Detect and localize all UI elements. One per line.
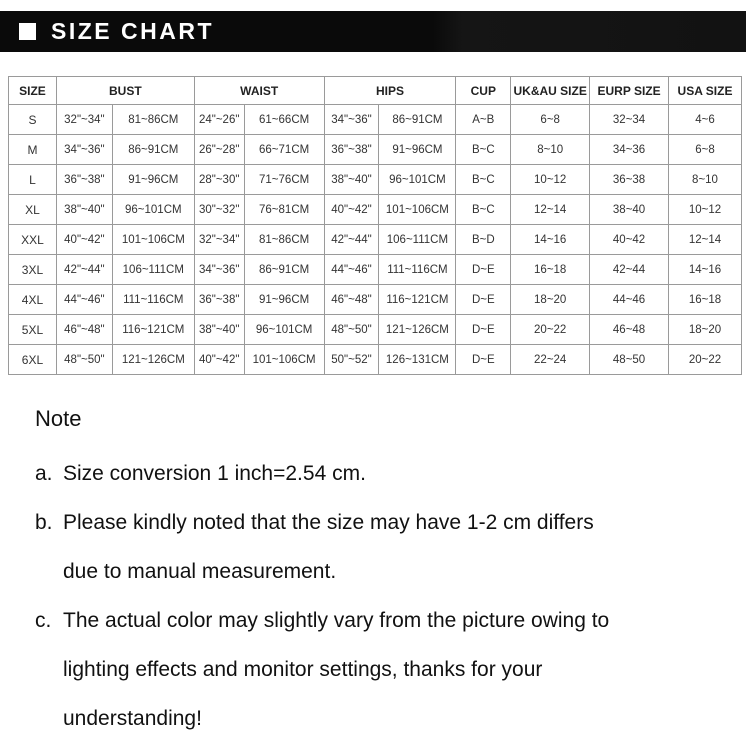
table-cell: 10~12 bbox=[669, 195, 742, 225]
banner-wrap bbox=[0, 0, 750, 52]
column-header: USA SIZE bbox=[669, 77, 742, 105]
table-cell: 8~10 bbox=[511, 135, 590, 165]
table-cell: 81~86CM bbox=[244, 225, 324, 255]
table-cell: D~E bbox=[456, 345, 511, 375]
table-row bbox=[9, 285, 742, 315]
table-cell: 101~106CM bbox=[379, 195, 456, 225]
table-cell: 46"~48" bbox=[324, 285, 379, 315]
table-cell: 6~8 bbox=[669, 135, 742, 165]
table-cell: 96~101CM bbox=[112, 195, 194, 225]
column-header: HIPS bbox=[324, 77, 456, 105]
table-cell: 116~121CM bbox=[379, 285, 456, 315]
note-line: due to manual measurement. bbox=[63, 560, 337, 583]
table-cell: 126~131CM bbox=[379, 345, 456, 375]
table-cell: 32"~34" bbox=[56, 105, 112, 135]
size-cell: 5XL bbox=[9, 315, 57, 345]
table-cell: B~D bbox=[456, 225, 511, 255]
note-prefix: a. bbox=[35, 462, 53, 485]
size-cell: 4XL bbox=[9, 285, 57, 315]
table-cell: 38"~40" bbox=[56, 195, 112, 225]
size-chart-table-wrap bbox=[8, 76, 742, 375]
note-line: lighting effects and monitor settings, thanks for your bbox=[63, 658, 543, 681]
table-row bbox=[9, 105, 742, 135]
table-cell: 48~50 bbox=[590, 345, 669, 375]
table-cell: 86~91CM bbox=[379, 105, 456, 135]
table-cell: 16~18 bbox=[669, 285, 742, 315]
notes-list bbox=[35, 449, 750, 743]
table-cell: 44"~46" bbox=[56, 285, 112, 315]
table-body bbox=[9, 105, 742, 375]
table-cell: 116~121CM bbox=[112, 315, 194, 345]
banner-title: SIZE CHART bbox=[51, 18, 214, 44]
square-bullet-icon bbox=[19, 23, 36, 40]
table-cell: 42~44 bbox=[590, 255, 669, 285]
table-cell: 26"~28" bbox=[194, 135, 244, 165]
table-cell: 22~24 bbox=[511, 345, 590, 375]
table-cell: 18~20 bbox=[669, 315, 742, 345]
table-cell: A~B bbox=[456, 105, 511, 135]
table-cell: 101~106CM bbox=[244, 345, 324, 375]
table-row bbox=[9, 195, 742, 225]
size-cell: 3XL bbox=[9, 255, 57, 285]
table-cell: 20~22 bbox=[511, 315, 590, 345]
table-cell: 106~111CM bbox=[379, 225, 456, 255]
table-cell: 10~12 bbox=[511, 165, 590, 195]
table-cell: 34"~36" bbox=[56, 135, 112, 165]
table-cell: 32"~34" bbox=[194, 225, 244, 255]
table-cell: 91~96CM bbox=[379, 135, 456, 165]
column-header: SIZE bbox=[9, 77, 57, 105]
table-cell: 44~46 bbox=[590, 285, 669, 315]
table-cell: D~E bbox=[456, 255, 511, 285]
table-cell: 32~34 bbox=[590, 105, 669, 135]
table-cell: 46~48 bbox=[590, 315, 669, 345]
table-cell: 16~18 bbox=[511, 255, 590, 285]
table-row bbox=[9, 345, 742, 375]
column-header: CUP bbox=[456, 77, 511, 105]
table-cell: 18~20 bbox=[511, 285, 590, 315]
table-cell: 121~126CM bbox=[379, 315, 456, 345]
size-cell: L bbox=[9, 165, 57, 195]
size-cell: XL bbox=[9, 195, 57, 225]
table-cell: 40"~42" bbox=[56, 225, 112, 255]
table-cell: 71~76CM bbox=[244, 165, 324, 195]
table-cell: 36~38 bbox=[590, 165, 669, 195]
note-prefix: b. bbox=[35, 511, 53, 534]
table-row bbox=[9, 315, 742, 345]
table-cell: 12~14 bbox=[511, 195, 590, 225]
table-cell: 111~116CM bbox=[112, 285, 194, 315]
table-cell: 34"~36" bbox=[324, 105, 379, 135]
table-row bbox=[9, 135, 742, 165]
table-cell: 36"~38" bbox=[324, 135, 379, 165]
table-cell: 8~10 bbox=[669, 165, 742, 195]
table-head bbox=[9, 77, 742, 105]
table-cell: D~E bbox=[456, 315, 511, 345]
table-cell: 61~66CM bbox=[244, 105, 324, 135]
table-cell: 76~81CM bbox=[244, 195, 324, 225]
table-cell: 48"~50" bbox=[56, 345, 112, 375]
note-text: Please kindly noted that the size may have 1-2 cm differs bbox=[63, 511, 594, 534]
header-row bbox=[9, 77, 742, 105]
table-cell: 42"~44" bbox=[324, 225, 379, 255]
table-row bbox=[9, 225, 742, 255]
table-cell: 36"~38" bbox=[194, 285, 244, 315]
size-cell: S bbox=[9, 105, 57, 135]
table-cell: 6~8 bbox=[511, 105, 590, 135]
size-chart-table bbox=[8, 76, 742, 375]
table-cell: 91~96CM bbox=[244, 285, 324, 315]
table-cell: 106~111CM bbox=[112, 255, 194, 285]
table-cell: 96~101CM bbox=[379, 165, 456, 195]
table-cell: 34"~36" bbox=[194, 255, 244, 285]
note-line: understanding! bbox=[63, 707, 202, 730]
table-cell: B~C bbox=[456, 165, 511, 195]
table-cell: 66~71CM bbox=[244, 135, 324, 165]
table-row bbox=[9, 165, 742, 195]
column-header: BUST bbox=[56, 77, 194, 105]
table-cell: 44"~46" bbox=[324, 255, 379, 285]
note-line bbox=[35, 596, 750, 645]
table-cell: B~C bbox=[456, 135, 511, 165]
table-cell: 34~36 bbox=[590, 135, 669, 165]
notes-title: Note bbox=[35, 406, 82, 431]
notes-section bbox=[35, 406, 750, 743]
column-header: UK&AU SIZE bbox=[511, 77, 590, 105]
table-cell: 42"~44" bbox=[56, 255, 112, 285]
table-cell: D~E bbox=[456, 285, 511, 315]
table-cell: 91~96CM bbox=[112, 165, 194, 195]
table-row bbox=[9, 255, 742, 285]
table-cell: 86~91CM bbox=[244, 255, 324, 285]
table-cell: 111~116CM bbox=[379, 255, 456, 285]
note-text: The actual color may slightly vary from the picture owing to bbox=[63, 609, 610, 632]
note-line bbox=[35, 498, 750, 547]
note-prefix: c. bbox=[35, 609, 52, 632]
table-cell: 38"~40" bbox=[194, 315, 244, 345]
table-cell: 38~40 bbox=[590, 195, 669, 225]
note-text: Size conversion 1 inch=2.54 cm. bbox=[63, 462, 366, 485]
size-cell: 6XL bbox=[9, 345, 57, 375]
column-header: WAIST bbox=[194, 77, 324, 105]
table-cell: 121~126CM bbox=[112, 345, 194, 375]
note-line bbox=[35, 449, 750, 498]
table-cell: 4~6 bbox=[669, 105, 742, 135]
size-cell: M bbox=[9, 135, 57, 165]
table-cell: 14~16 bbox=[511, 225, 590, 255]
size-cell: XXL bbox=[9, 225, 57, 255]
table-cell: 46"~48" bbox=[56, 315, 112, 345]
table-cell: 101~106CM bbox=[112, 225, 194, 255]
table-cell: 50"~52" bbox=[324, 345, 379, 375]
table-cell: 28"~30" bbox=[194, 165, 244, 195]
table-cell: 30"~32" bbox=[194, 195, 244, 225]
table-cell: 40~42 bbox=[590, 225, 669, 255]
table-cell: B~C bbox=[456, 195, 511, 225]
table-cell: 24"~26" bbox=[194, 105, 244, 135]
table-cell: 40"~42" bbox=[324, 195, 379, 225]
table-cell: 38"~40" bbox=[324, 165, 379, 195]
size-chart-banner bbox=[0, 11, 746, 52]
table-cell: 12~14 bbox=[669, 225, 742, 255]
table-cell: 40"~42" bbox=[194, 345, 244, 375]
table-cell: 86~91CM bbox=[112, 135, 194, 165]
table-cell: 36"~38" bbox=[56, 165, 112, 195]
table-cell: 96~101CM bbox=[244, 315, 324, 345]
table-cell: 81~86CM bbox=[112, 105, 194, 135]
column-header: EURP SIZE bbox=[590, 77, 669, 105]
table-cell: 14~16 bbox=[669, 255, 742, 285]
table-cell: 48"~50" bbox=[324, 315, 379, 345]
table-cell: 20~22 bbox=[669, 345, 742, 375]
